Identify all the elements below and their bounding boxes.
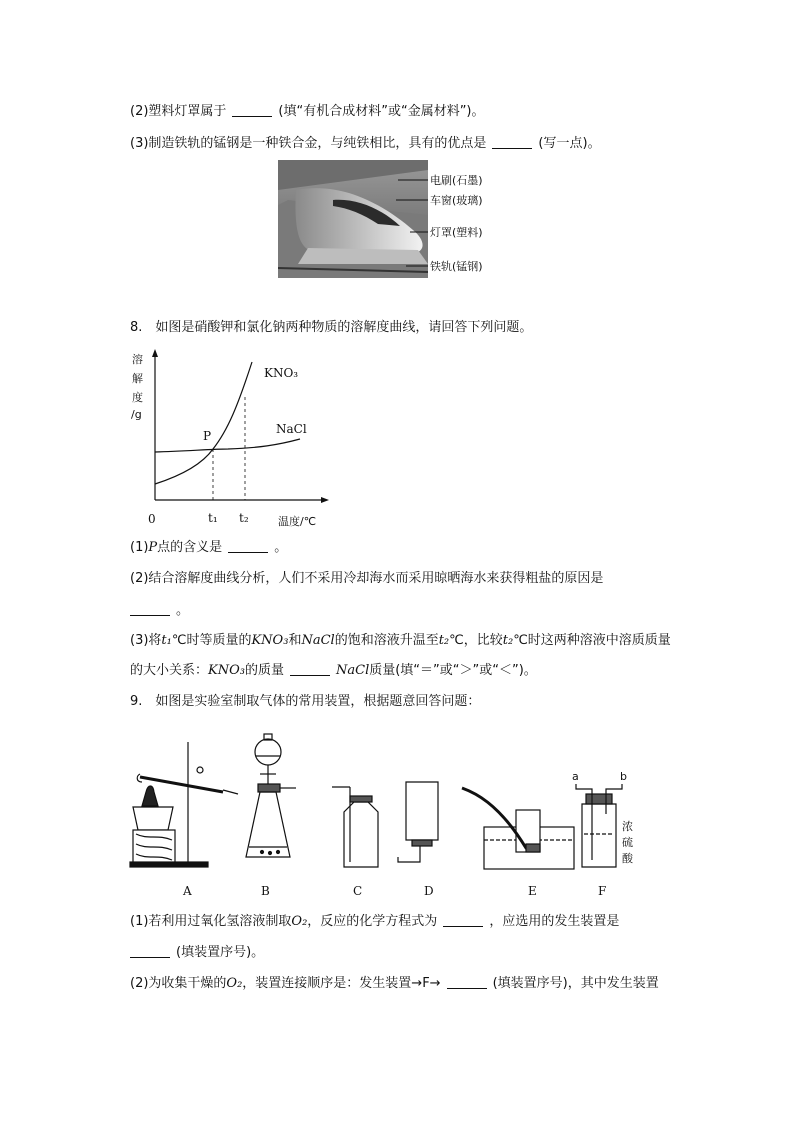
y-label-1: 溶 (132, 353, 143, 366)
apparatus-e (462, 788, 574, 869)
t1-label: t₁ (208, 511, 218, 525)
q7-part2 (130, 102, 485, 122)
label-d: D (424, 884, 434, 898)
text: 的饱和溶液升温至 (334, 633, 439, 648)
formula-kno3: KNO₃ (251, 633, 289, 648)
q8-part1-num: (1) (130, 540, 149, 555)
y-axis-arrow (152, 349, 158, 357)
formula-o2: O₂ (291, 914, 308, 929)
text: (填装置序号)，其中发生装置 (492, 976, 659, 991)
formula-nacl: NaCl (301, 633, 335, 648)
text: ，反应的化学方程式为 (307, 914, 438, 929)
x-axis-arrow (321, 497, 329, 503)
apparatus-c (332, 787, 378, 867)
text: 和 (288, 633, 302, 648)
answer-blank[interactable] (443, 913, 483, 927)
text: 质量(填“＝”或“＞”或“＜”)。 (369, 663, 537, 678)
q9-part1-cont (130, 943, 264, 963)
label-c: C (353, 884, 363, 898)
kno3-curve (155, 362, 252, 484)
var-t1: t₁ (161, 633, 172, 648)
nacl-label: NaCl (276, 422, 307, 436)
label-a: A (183, 884, 192, 898)
nacl-curve (155, 439, 300, 452)
q9-part1 (130, 912, 619, 932)
port-a-label: a (572, 770, 579, 783)
apparatus-figure (128, 722, 648, 900)
solubility-chart (128, 345, 338, 535)
q7-part3-text: (3)制造铁轨的锰钢是一种铁合金，与纯铁相比，具有的优点是 (130, 136, 487, 151)
formula-nacl: NaCl (336, 663, 370, 678)
label-f: F (598, 884, 607, 898)
period: 。 (176, 603, 190, 618)
q8-part3-cont (130, 661, 537, 681)
q7-part2-hint: (填“有机合成材料”或“金属材料”)。 (278, 104, 485, 119)
answer-blank[interactable] (290, 662, 330, 676)
train-photo (278, 160, 518, 278)
q8-part2 (130, 569, 603, 589)
period: 。 (274, 540, 288, 555)
answer-blank[interactable] (228, 539, 268, 553)
point-p-label: P (203, 429, 212, 443)
label-e: E (528, 884, 537, 898)
text: 的大小关系： (130, 663, 209, 678)
acid-label-3: 酸 (622, 852, 633, 865)
formula-kno3: KNO₃ (208, 663, 245, 678)
answer-blank[interactable] (130, 944, 170, 958)
q8-part1 (130, 538, 287, 558)
apparatus-b (246, 734, 296, 857)
kno3-label: KNO₃ (264, 366, 299, 380)
apparatus-d (398, 782, 438, 862)
y-label-2: 解 (132, 372, 143, 385)
y-label-unit: /g (131, 408, 142, 421)
q7-part3 (130, 134, 601, 154)
var-t2: t₂ (438, 633, 450, 648)
apparatus-f (576, 784, 622, 867)
apparatus-a (130, 742, 238, 867)
text: ℃，比较 (449, 633, 503, 648)
answer-blank[interactable] (447, 975, 487, 989)
text: ，装置连接顺序是：发生装置→F→ (242, 976, 441, 991)
text: (2)为收集干燥的 (130, 976, 227, 991)
label-b: B (261, 884, 270, 898)
t2-label: t₂ (239, 511, 249, 525)
x-axis-label: 温度/℃ (278, 515, 317, 528)
q8-part1-text: 点的含义是 (157, 540, 223, 555)
port-b-label: b (620, 770, 627, 783)
formula-o2: O₂ (226, 976, 243, 991)
q8-part3 (130, 631, 671, 651)
photo-label-lamp: 灯罩(塑料) (430, 226, 483, 239)
q9-stem: 9. 如图是实验室制取气体的常用装置，根据题意回答问题： (130, 694, 481, 709)
text: (填装置序号)。 (176, 945, 265, 960)
answer-blank[interactable] (232, 103, 272, 117)
photo-label-brush: 电刷(石墨) (430, 174, 483, 187)
answer-blank[interactable] (492, 135, 532, 149)
answer-blank[interactable] (130, 602, 170, 616)
text: ，应选用的发生装置是 (489, 914, 620, 929)
y-label-3: 度 (132, 391, 143, 404)
text: ℃时等质量的 (171, 633, 252, 648)
text: ℃时这两种溶液中溶质质量 (513, 633, 671, 648)
q7-part3-hint: (写一点)。 (538, 136, 601, 151)
q8-stem: 8. 如图是硝酸钾和氯化钠两种物质的溶解度曲线，请回答下列问题。 (130, 320, 533, 335)
q9-part2 (130, 974, 659, 994)
q7-part2-text: (2)塑料灯罩属于 (130, 104, 227, 119)
var-t2: t₂ (502, 633, 514, 648)
q8-part2-text: (2)结合溶解度曲线分析，人们不采用冷却海水而采用晾晒海水来获得粗盐的原因是 (130, 571, 604, 586)
var-p: P (148, 540, 158, 555)
text: (3)将 (130, 633, 162, 648)
origin-label: 0 (148, 512, 156, 526)
acid-label-1: 浓 (622, 820, 633, 833)
text: (1)若利用过氧化氢溶液制取 (130, 914, 292, 929)
photo-label-window: 车窗(玻璃) (430, 194, 483, 207)
photo-label-rail: 铁轨(锰钢) (430, 260, 483, 273)
text: 的质量 (244, 663, 284, 678)
q8-part2-cont (130, 601, 189, 621)
acid-label-2: 硫 (622, 836, 633, 849)
